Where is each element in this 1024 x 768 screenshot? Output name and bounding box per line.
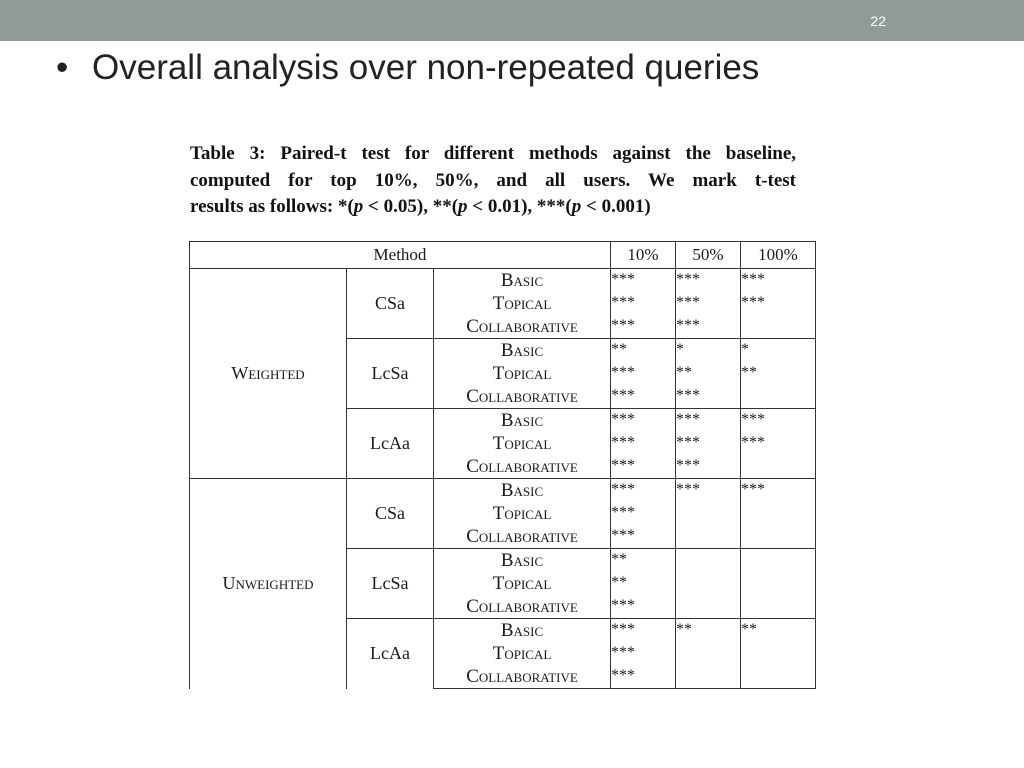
caption-p-2: p [458, 196, 468, 217]
significance-cell-100 [741, 642, 816, 665]
variant-label: Topical [434, 642, 611, 665]
caption-line-3-mid-1: < 0.05), **( [363, 196, 459, 217]
significance-cell-10: *** [611, 595, 676, 619]
variant-label: Basic [434, 549, 611, 573]
significance-cell-50: *** [676, 455, 741, 479]
significance-cell-10: *** [611, 269, 676, 293]
significance-cell-100 [741, 525, 816, 549]
significance-cell-50: *** [676, 292, 741, 315]
variant-label: Collaborative [434, 385, 611, 409]
significance-cell-50: ** [676, 619, 741, 643]
significance-cell-50: * [676, 339, 741, 363]
variant-label: Topical [434, 572, 611, 595]
bullet-point [56, 48, 759, 88]
variant-label: Collaborative [434, 315, 611, 339]
bullet-text: Overall analysis over non-repeated queries [92, 48, 760, 87]
variant-label: Basic [434, 619, 611, 643]
table-caption [190, 141, 810, 221]
variant-label: Collaborative [434, 525, 611, 549]
variant-label: Basic [434, 339, 611, 363]
slide-header-bar [0, 0, 1024, 41]
variant-label: Basic [434, 479, 611, 503]
significance-cell-50: *** [676, 432, 741, 455]
caption-line-1: Table 3: Paired-t test for different methods against the baseline, [190, 143, 796, 164]
significance-cell-50: *** [676, 269, 741, 293]
significance-cell-10: ** [611, 572, 676, 595]
caption-line-3-mid-2: < 0.01), ***( [467, 196, 572, 217]
table-header-row [190, 242, 816, 269]
method-label: CSa [347, 269, 434, 339]
significance-cell-100 [741, 549, 816, 573]
bullet-icon: • [56, 48, 69, 87]
method-label: LcSa [347, 339, 434, 409]
significance-cell-50: *** [676, 385, 741, 409]
variant-label: Collaborative [434, 455, 611, 479]
results-table [189, 241, 816, 689]
significance-cell-50 [676, 665, 741, 689]
significance-cell-100 [741, 455, 816, 479]
significance-cell-10: *** [611, 385, 676, 409]
group-label: Weighted [190, 269, 347, 479]
significance-cell-10: *** [611, 455, 676, 479]
group-label: Unweighted [190, 479, 347, 689]
significance-cell-50 [676, 642, 741, 665]
caption-line-3-end: < 0.001) [581, 196, 651, 217]
significance-cell-100: *** [741, 269, 816, 293]
method-label: LcAa [347, 409, 434, 479]
significance-cell-100: * [741, 339, 816, 363]
caption-line-3-prefix: results as follows: *( [190, 196, 354, 217]
significance-cell-10: *** [611, 362, 676, 385]
header-100: 100% [741, 242, 816, 269]
significance-cell-100: *** [741, 432, 816, 455]
significance-cell-100 [741, 502, 816, 525]
significance-cell-10: *** [611, 502, 676, 525]
caption-p-3: p [571, 196, 582, 217]
significance-cell-10: *** [611, 665, 676, 689]
significance-cell-100 [741, 665, 816, 689]
header-50: 50% [676, 242, 741, 269]
significance-cell-10: *** [611, 525, 676, 549]
significance-cell-50 [676, 549, 741, 573]
variant-label: Topical [434, 502, 611, 525]
method-label: LcAa [347, 619, 434, 689]
significance-cell-10: *** [611, 409, 676, 433]
significance-cell-10: ** [611, 549, 676, 573]
significance-cell-10: *** [611, 619, 676, 643]
page-number: 22 [870, 13, 886, 29]
significance-cell-10: *** [611, 479, 676, 503]
significance-cell-50 [676, 595, 741, 619]
significance-cell-10: ** [611, 339, 676, 363]
header-method: Method [190, 242, 611, 269]
significance-cell-50 [676, 525, 741, 549]
significance-cell-100 [741, 315, 816, 339]
table-row [190, 479, 816, 503]
significance-cell-50: *** [676, 315, 741, 339]
significance-cell-100: ** [741, 362, 816, 385]
variant-label: Basic [434, 409, 611, 433]
significance-cell-50 [676, 502, 741, 525]
significance-cell-100 [741, 385, 816, 409]
variant-label: Basic [434, 269, 611, 293]
table-row [190, 269, 816, 293]
significance-cell-10: *** [611, 642, 676, 665]
significance-cell-10: *** [611, 432, 676, 455]
significance-cell-50: *** [676, 479, 741, 503]
significance-cell-100: *** [741, 292, 816, 315]
significance-cell-100 [741, 595, 816, 619]
caption-line-2: computed for top 10%, 50%, and all users. We mark t-test [190, 169, 796, 191]
header-10: 10% [611, 242, 676, 269]
variant-label: Collaborative [434, 595, 611, 619]
significance-cell-100: *** [741, 479, 816, 503]
variant-label: Collaborative [434, 665, 611, 689]
significance-cell-10: *** [611, 292, 676, 315]
significance-cell-10: *** [611, 315, 676, 339]
significance-cell-50: ** [676, 362, 741, 385]
variant-label: Topical [434, 292, 611, 315]
caption-p-1: p [353, 196, 364, 217]
variant-label: Topical [434, 432, 611, 455]
method-label: LcSa [347, 549, 434, 619]
significance-cell-50: *** [676, 409, 741, 433]
significance-cell-100: *** [741, 409, 816, 433]
significance-cell-50 [676, 572, 741, 595]
significance-cell-100: ** [741, 619, 816, 643]
variant-label: Topical [434, 362, 611, 385]
method-label: CSa [347, 479, 434, 549]
significance-cell-100 [741, 572, 816, 595]
caption-line-3 [190, 194, 810, 221]
